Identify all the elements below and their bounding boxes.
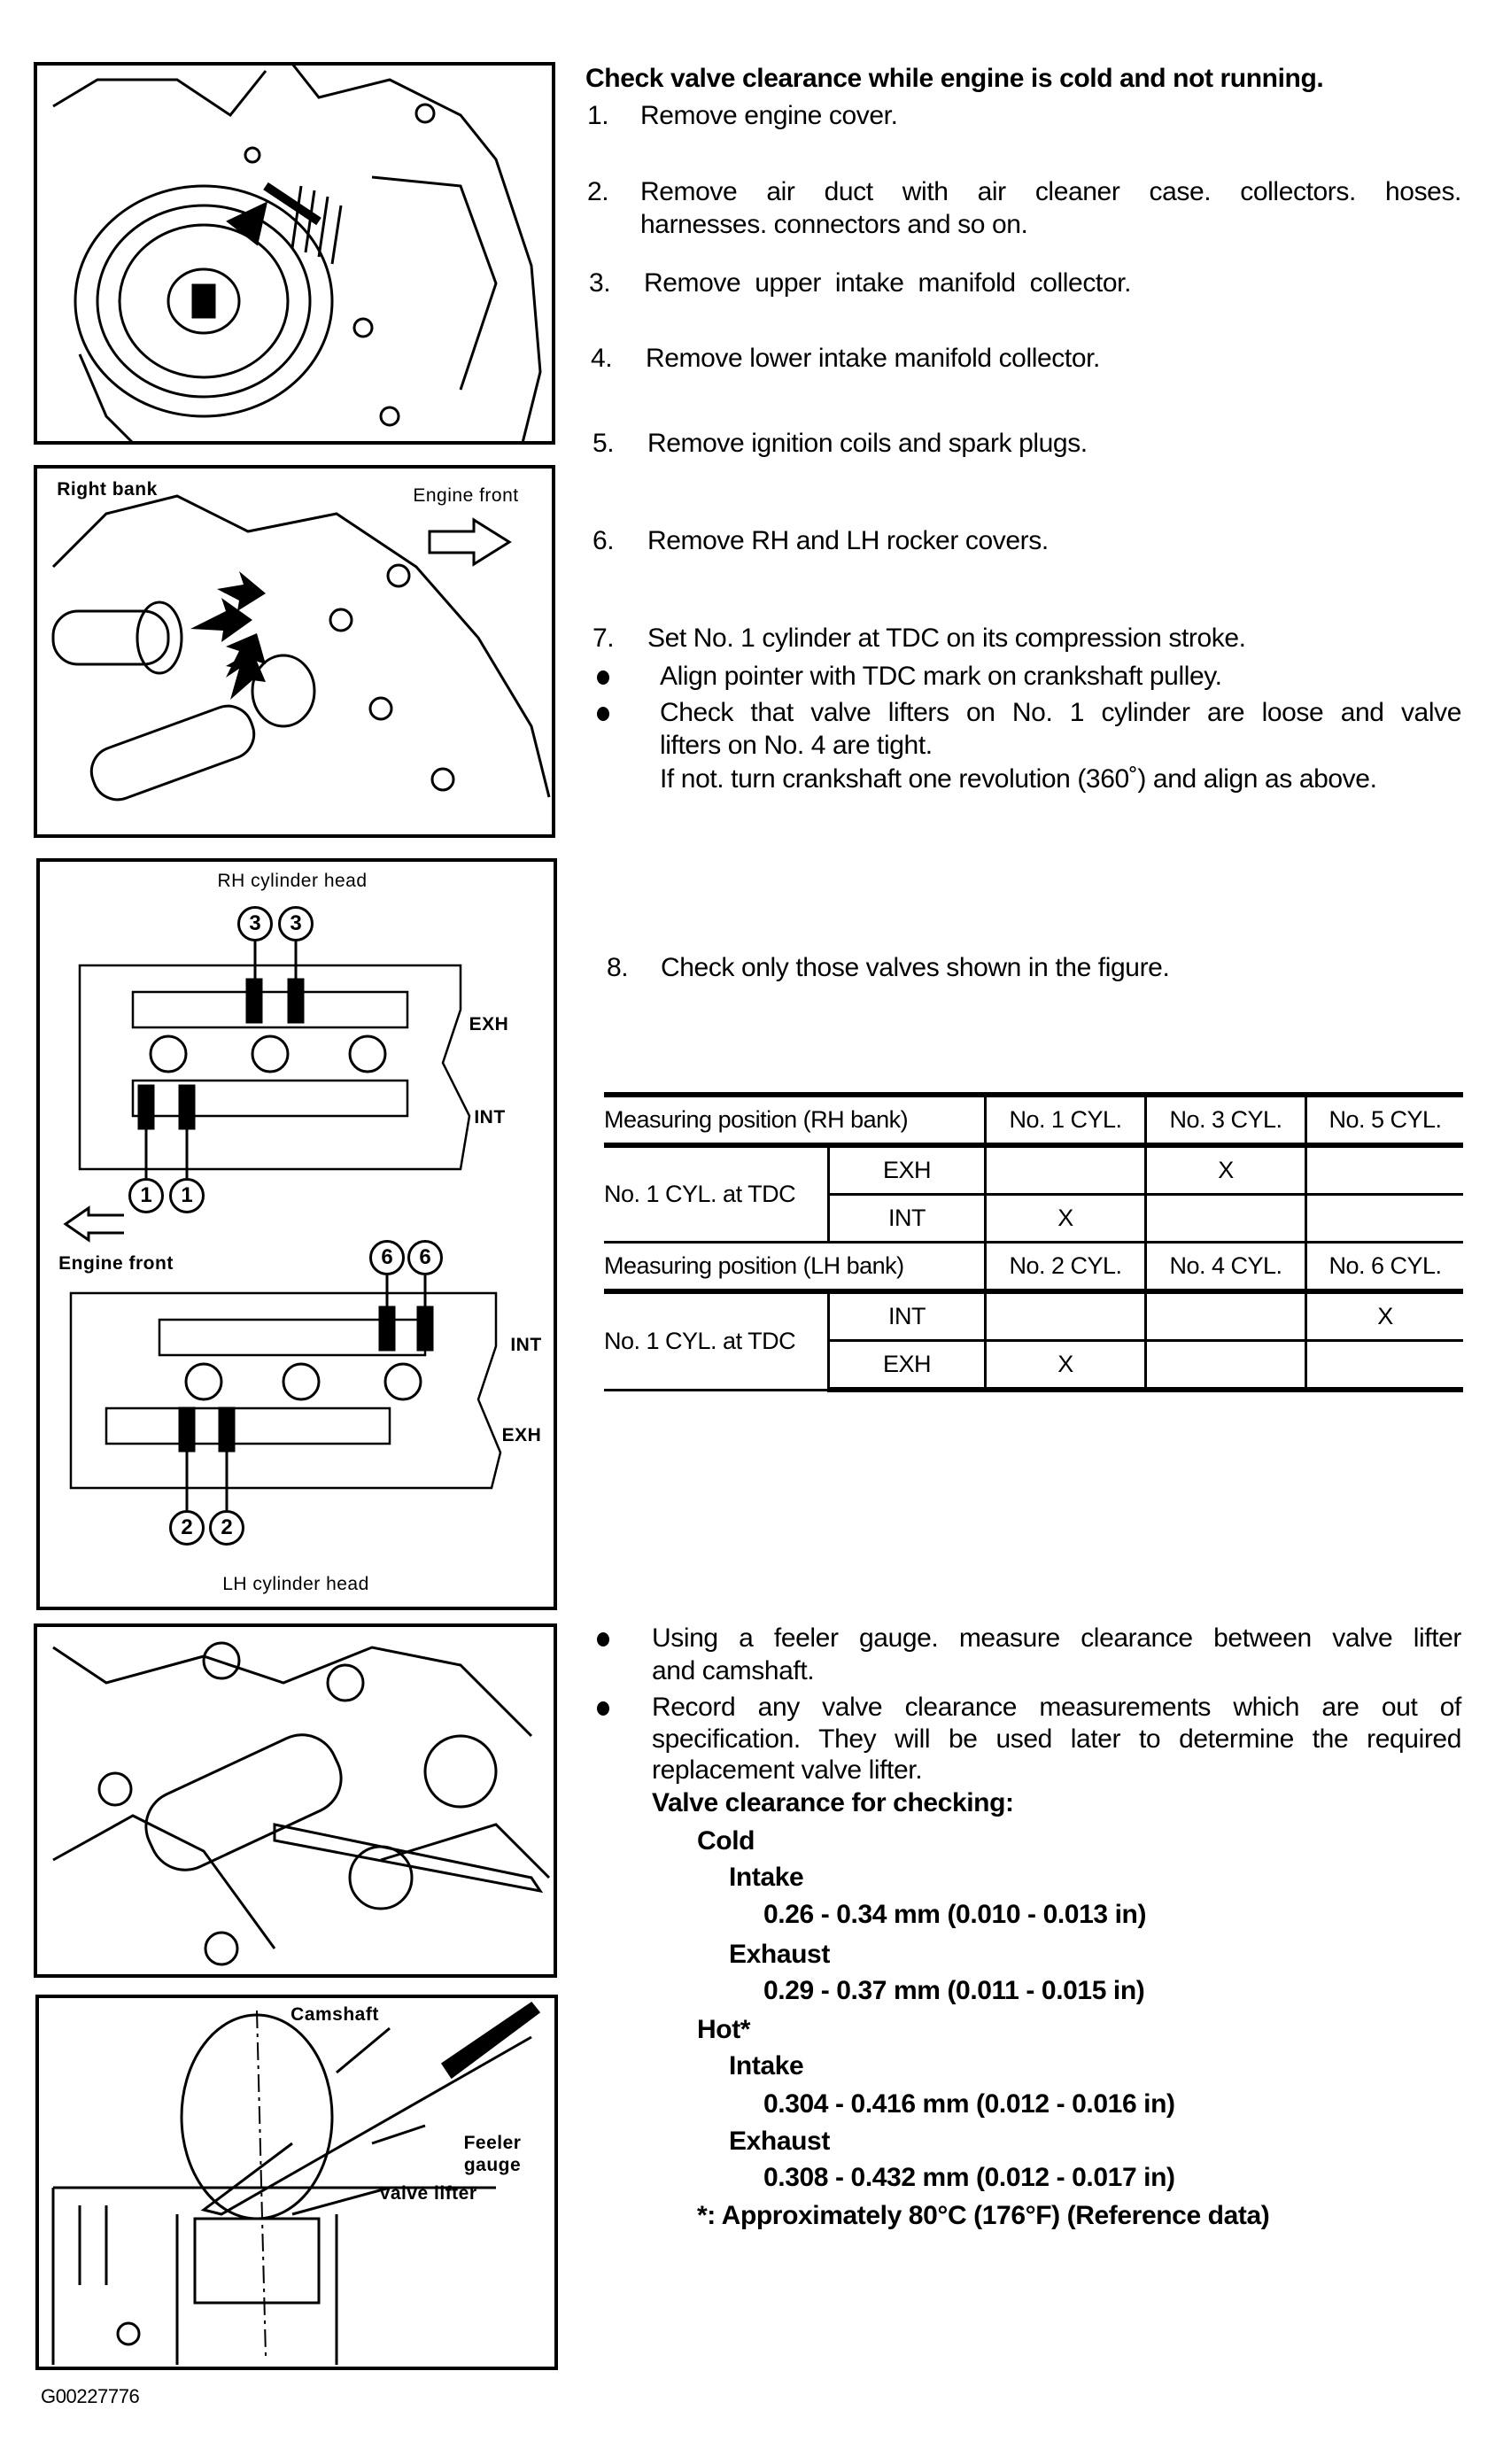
- step-number: 5.: [593, 429, 615, 458]
- engine-front-label: Engine front: [413, 485, 519, 506]
- measuring-position-table: [604, 1092, 1463, 1392]
- table-cell: [1306, 1195, 1464, 1243]
- table-header-cell: No. 3 CYL.: [1146, 1095, 1306, 1145]
- table-header-row: [604, 1243, 1463, 1292]
- bullet-text: Using a feeler gauge. measure clearance between valve lifter: [652, 1623, 1461, 1653]
- table-group-cell: No. 1 CYL. at TDC: [604, 1291, 829, 1390]
- bullet-text: replacement valve lifter.: [652, 1755, 923, 1785]
- table-cell: [1306, 1145, 1464, 1195]
- rh-exh-label: EXH: [469, 1014, 509, 1034]
- step-text: Remove upper intake manifold collector.: [644, 268, 1132, 298]
- table-header-cell: No. 2 CYL.: [986, 1243, 1146, 1292]
- table-cell: [1306, 1341, 1464, 1391]
- spec-cold-intake-value: 0.26 - 0.34 mm (0.010 - 0.013 in): [763, 1900, 1147, 1929]
- lh-exh-label: EXH: [501, 1425, 542, 1445]
- table-cell: [986, 1291, 1146, 1341]
- bullet-text: and camshaft.: [652, 1656, 815, 1685]
- bullet-text: lifters on No. 4 are tight.: [660, 731, 933, 760]
- feeler-gauge-in-engine-illustration: [35, 1625, 555, 1976]
- bullet-text: Align pointer with TDC mark on crankshaft pulley.: [660, 662, 1222, 691]
- table-cell: [986, 1145, 1146, 1195]
- cylinder-marker: 6: [369, 1240, 405, 1275]
- step-number: 6.: [593, 526, 615, 555]
- camshaft-valve-lifter-diagram: [37, 1996, 556, 2368]
- camshaft-label: Camshaft: [290, 2004, 379, 2025]
- table-group-cell: No. 1 CYL. at TDC: [604, 1145, 829, 1243]
- table-cell: [1146, 1291, 1306, 1341]
- bullet-text: specification. They will be used later to determine the required: [652, 1724, 1461, 1754]
- table-header-cell: No. 4 CYL.: [1146, 1243, 1306, 1292]
- spec-intake-label: Intake: [729, 1863, 804, 1892]
- table-valve-cell: EXH: [829, 1341, 986, 1391]
- bullet-icon: [597, 1632, 609, 1647]
- spec-hot-intake-value: 0.304 - 0.416 mm (0.012 - 0.016 in): [763, 2089, 1175, 2119]
- heading: Check valve clearance while engine is cold and not running.: [585, 64, 1324, 93]
- bullet-icon: [597, 707, 609, 721]
- step-number: 8.: [607, 953, 629, 982]
- table-header-cell: No. 6 CYL.: [1306, 1243, 1464, 1292]
- feeler-gauge-label: gauge: [463, 2155, 522, 2175]
- feeler-gauge-label: Feeler: [463, 2133, 522, 2153]
- table-cell: X: [1146, 1145, 1306, 1195]
- table-cell: [1146, 1341, 1306, 1391]
- table-header-cell: No. 1 CYL.: [986, 1095, 1146, 1145]
- table-cell: X: [986, 1341, 1146, 1391]
- table-cell: [1146, 1195, 1306, 1243]
- spec-cold-exhaust-value: 0.29 - 0.37 mm (0.011 - 0.015 in): [763, 1976, 1145, 2005]
- bullet-icon: [597, 670, 609, 685]
- step-text: Remove RH and LH rocker covers.: [647, 526, 1049, 555]
- cylinder-marker: 2: [209, 1510, 244, 1546]
- spec-exhaust-label: Exhaust: [729, 2127, 830, 2156]
- spec-intake-label: Intake: [729, 2051, 804, 2080]
- step-text: Remove air duct with air cleaner case. collectors. hoses.: [640, 177, 1461, 206]
- cylinder-marker: 3: [278, 906, 314, 941]
- step-text: Remove lower intake manifold collector.: [646, 344, 1100, 373]
- step-text: Check only those valves shown in the figure.: [661, 953, 1170, 982]
- figure-code: G00227776: [41, 2385, 140, 2407]
- step-text: Set No. 1 cylinder at TDC on its compression stroke.: [647, 624, 1246, 653]
- step-number: 2.: [587, 177, 609, 206]
- step-text: Remove ignition coils and spark plugs.: [647, 429, 1088, 458]
- spec-hot-exhaust-value: 0.308 - 0.432 mm (0.012 - 0.017 in): [763, 2163, 1175, 2192]
- cylinder-heads-diagram: [38, 860, 555, 1608]
- table-cell: X: [986, 1195, 1146, 1243]
- engine-front-label: Engine front: [58, 1253, 174, 1274]
- table-valve-cell: INT: [829, 1195, 986, 1243]
- valve-lifter-label: Valve lifter: [378, 2183, 477, 2204]
- bullet-text: Record any valve clearance measurements which are out of: [652, 1693, 1461, 1722]
- rh-int-label: INT: [474, 1107, 506, 1127]
- bullet-icon: [597, 1701, 609, 1716]
- spec-exhaust-label: Exhaust: [729, 1940, 830, 1969]
- bullet-text: Check that valve lifters on No. 1 cylinder are loose and valve: [660, 698, 1461, 727]
- table-header-cell: Measuring position (RH bank): [604, 1095, 986, 1145]
- table-row: [604, 1291, 1463, 1341]
- cylinder-marker: 6: [407, 1240, 443, 1275]
- bullet-text: If not. turn crankshaft one revolution (360˚) and align as above.: [660, 764, 1377, 794]
- table-header-cell: No. 5 CYL.: [1306, 1095, 1464, 1145]
- cylinder-marker: 2: [169, 1510, 205, 1546]
- crankshaft-pulley-illustration: [35, 64, 554, 443]
- lh-int-label: INT: [510, 1335, 542, 1355]
- spec-footnote: *: Approximately 80°C (176°F) (Reference data): [697, 2201, 1270, 2230]
- table-header-cell: Measuring position (LH bank): [604, 1243, 986, 1292]
- step-number: 7.: [593, 624, 615, 653]
- step-number: 3.: [589, 268, 611, 298]
- table-header-row: [604, 1095, 1463, 1145]
- lh-cylinder-head-title: LH cylinder head: [222, 1574, 369, 1594]
- right-bank-camshaft-illustration: [35, 467, 554, 836]
- step-text: harnesses. connectors and so on.: [640, 210, 1028, 239]
- table-valve-cell: EXH: [829, 1145, 986, 1195]
- spec-title: Valve clearance for checking:: [652, 1788, 1014, 1817]
- cylinder-marker: 3: [237, 906, 273, 941]
- cylinder-marker: 1: [169, 1178, 205, 1213]
- spec-cold-label: Cold: [697, 1826, 755, 1856]
- cylinder-marker: 1: [128, 1178, 164, 1213]
- step-number: 4.: [591, 344, 613, 373]
- table-row: [604, 1145, 1463, 1195]
- rh-cylinder-head-title: RH cylinder head: [217, 871, 368, 891]
- table-cell: X: [1306, 1291, 1464, 1341]
- step-number: 1.: [587, 101, 609, 130]
- step-text: Remove engine cover.: [640, 101, 898, 130]
- table-valve-cell: INT: [829, 1291, 986, 1341]
- right-bank-label: Right bank: [57, 479, 158, 500]
- spec-hot-label: Hot*: [697, 2015, 751, 2044]
